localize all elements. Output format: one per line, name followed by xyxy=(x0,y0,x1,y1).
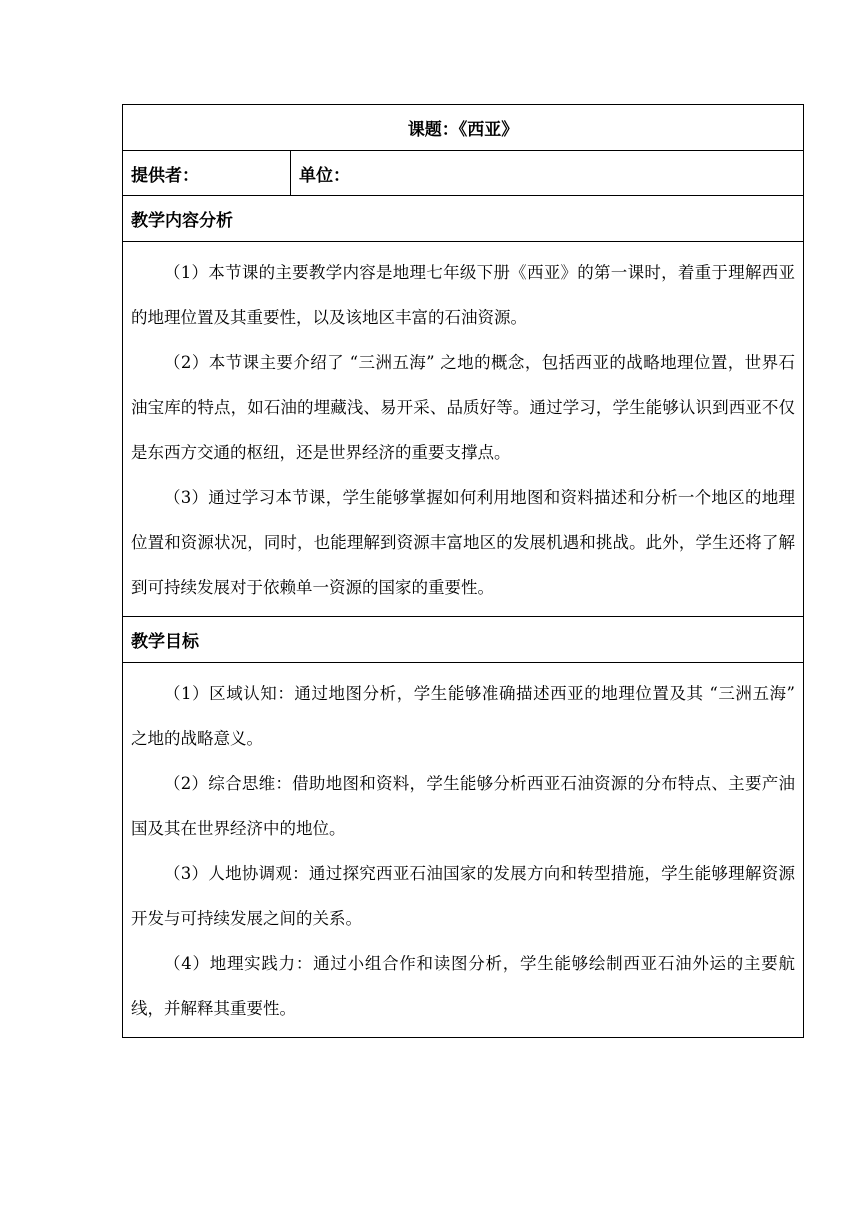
paragraph: （4）地理实践力：通过小组合作和读图分析，学生能够绘制西亚石油外运的主要航线，并解释其重要性。 xyxy=(131,954,795,1018)
lesson-plan-table xyxy=(122,104,804,1038)
paragraph: （3）通过学习本节课，学生能够掌握如何利用地图和资料描述和分析一个地区的地理位置和资源状况，同时，也能理解到资源丰富地区的发展机遇和挑战。此外，学生还将了解到可持续发展对于依赖单一资源的国家的重要性。 xyxy=(131,488,795,597)
section-heading-objectives: 教学目标 xyxy=(123,617,804,663)
paragraph: （2）综合思维：借助地图和资料，学生能够分析西亚石油资源的分布特点、主要产油国及其在世界经济中的地位。 xyxy=(131,774,795,838)
paragraph: （1）本节课的主要教学内容是地理七年级下册《西亚》的第一课时，着重于理解西亚的地理位置及其重要性，以及该地区丰富的石油资源。 xyxy=(131,263,795,327)
title-row xyxy=(123,105,804,151)
section-heading-row xyxy=(123,196,804,242)
section-body-row xyxy=(123,663,804,1038)
section-body-row xyxy=(123,242,804,617)
paragraph: （2）本节课主要介绍了 “三洲五海” 之地的概念，包括西亚的战略地理位置，世界石油宝库的特点，如石油的埋藏浅、易开采、品质好等。通过学习，学生能够认识到西亚不仅是东西方交通的枢纽，还是世界经济的重要支撑点。 xyxy=(131,353,795,462)
section-body-objectives xyxy=(123,663,804,1038)
provider-label: 提供者： xyxy=(123,151,291,196)
section-heading-row xyxy=(123,617,804,663)
section-body-content-analysis xyxy=(123,242,804,617)
section-heading-content-analysis: 教学内容分析 xyxy=(123,196,804,242)
lesson-title: 课题：《西亚》 xyxy=(123,105,804,151)
meta-row xyxy=(123,151,804,196)
paragraph: （1）区域认知：通过地图分析，学生能够准确描述西亚的地理位置及其 “三洲五海” 之地的战略意义。 xyxy=(131,684,795,748)
paragraph: （3）人地协调观：通过探究西亚石油国家的发展方向和转型措施，学生能够理解资源开发与可持续发展之间的关系。 xyxy=(131,864,795,928)
unit-label: 单位： xyxy=(291,151,804,196)
